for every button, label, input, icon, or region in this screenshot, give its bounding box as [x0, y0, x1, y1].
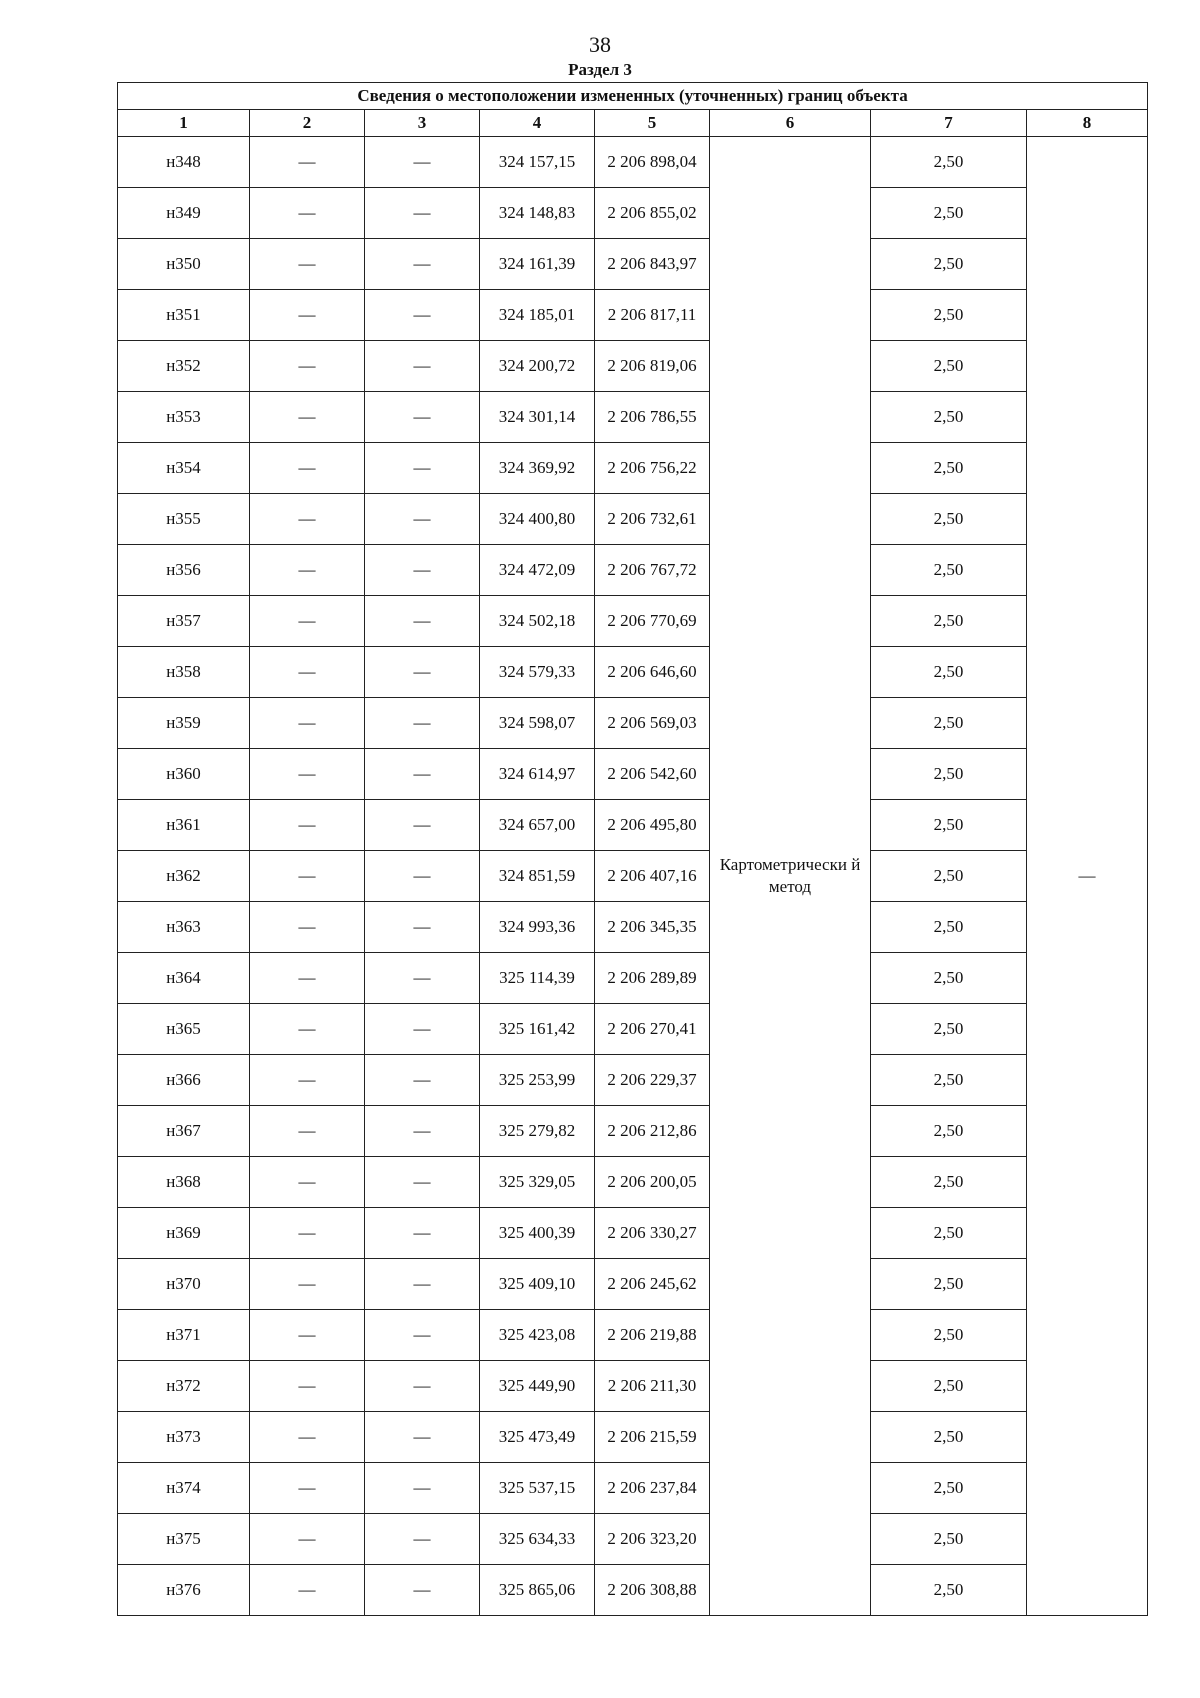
- column-number: 7: [871, 110, 1027, 137]
- column-2-cell: —: [250, 1055, 365, 1106]
- point-cell: н359: [118, 698, 250, 749]
- table-row: [118, 188, 1148, 239]
- column-3-cell: —: [365, 494, 480, 545]
- table-row: [118, 1463, 1148, 1514]
- column-3-cell: —: [365, 239, 480, 290]
- column-3-cell: —: [365, 749, 480, 800]
- column-3-cell: —: [365, 1565, 480, 1616]
- table-row: [118, 1514, 1148, 1565]
- table-row: [118, 1208, 1148, 1259]
- point-cell: н358: [118, 647, 250, 698]
- accuracy-cell: 2,50: [871, 137, 1027, 188]
- point-cell: н371: [118, 1310, 250, 1361]
- column-2-cell: —: [250, 698, 365, 749]
- x-coordinate-cell: 324 157,15: [480, 137, 595, 188]
- column-3-cell: —: [365, 1310, 480, 1361]
- column-3-cell: —: [365, 341, 480, 392]
- point-cell: н368: [118, 1157, 250, 1208]
- x-coordinate-cell: 325 161,42: [480, 1004, 595, 1055]
- table-row: [118, 1412, 1148, 1463]
- point-cell: н351: [118, 290, 250, 341]
- column-2-cell: —: [250, 647, 365, 698]
- column-number-row: [118, 110, 1148, 137]
- y-coordinate-cell: 2 206 237,84: [595, 1463, 710, 1514]
- x-coordinate-cell: 324 148,83: [480, 188, 595, 239]
- accuracy-cell: 2,50: [871, 392, 1027, 443]
- y-coordinate-cell: 2 206 542,60: [595, 749, 710, 800]
- column-number: 3: [365, 110, 480, 137]
- table-row: [118, 341, 1148, 392]
- column-2-cell: —: [250, 443, 365, 494]
- table-row: [118, 239, 1148, 290]
- column-8-cell: —: [1027, 137, 1148, 1616]
- x-coordinate-cell: 325 329,05: [480, 1157, 595, 1208]
- table-row: [118, 902, 1148, 953]
- table-row: [118, 1565, 1148, 1616]
- accuracy-cell: 2,50: [871, 698, 1027, 749]
- column-2-cell: —: [250, 1157, 365, 1208]
- accuracy-cell: 2,50: [871, 188, 1027, 239]
- x-coordinate-cell: 324 579,33: [480, 647, 595, 698]
- accuracy-cell: 2,50: [871, 341, 1027, 392]
- accuracy-cell: 2,50: [871, 1565, 1027, 1616]
- page-number: 38: [589, 32, 611, 57]
- x-coordinate-cell: 324 301,14: [480, 392, 595, 443]
- y-coordinate-cell: 2 206 330,27: [595, 1208, 710, 1259]
- method-cell: Картометрически й метод: [710, 137, 871, 1616]
- accuracy-cell: 2,50: [871, 1463, 1027, 1514]
- column-3-cell: —: [365, 800, 480, 851]
- y-coordinate-cell: 2 206 323,20: [595, 1514, 710, 1565]
- point-cell: н370: [118, 1259, 250, 1310]
- column-3-cell: —: [365, 647, 480, 698]
- point-cell: н355: [118, 494, 250, 545]
- point-cell: н352: [118, 341, 250, 392]
- column-2-cell: —: [250, 1565, 365, 1616]
- x-coordinate-cell: 325 253,99: [480, 1055, 595, 1106]
- accuracy-cell: 2,50: [871, 494, 1027, 545]
- column-2-cell: —: [250, 749, 365, 800]
- column-3-cell: —: [365, 851, 480, 902]
- x-coordinate-cell: 324 851,59: [480, 851, 595, 902]
- y-coordinate-cell: 2 206 270,41: [595, 1004, 710, 1055]
- column-3-cell: —: [365, 1055, 480, 1106]
- table-row: [118, 392, 1148, 443]
- x-coordinate-cell: 325 865,06: [480, 1565, 595, 1616]
- table-row: [118, 800, 1148, 851]
- column-number: 1: [118, 110, 250, 137]
- accuracy-cell: 2,50: [871, 1259, 1027, 1310]
- accuracy-cell: 2,50: [871, 290, 1027, 341]
- point-cell: н367: [118, 1106, 250, 1157]
- column-2-cell: —: [250, 1514, 365, 1565]
- column-2-cell: —: [250, 1208, 365, 1259]
- x-coordinate-cell: 324 472,09: [480, 545, 595, 596]
- column-2-cell: —: [250, 953, 365, 1004]
- y-coordinate-cell: 2 206 495,80: [595, 800, 710, 851]
- boundary-coordinates-table: [117, 82, 1148, 1616]
- column-2-cell: —: [250, 596, 365, 647]
- table-row: [118, 698, 1148, 749]
- point-cell: н350: [118, 239, 250, 290]
- column-2-cell: —: [250, 1310, 365, 1361]
- column-2-cell: —: [250, 545, 365, 596]
- column-3-cell: —: [365, 698, 480, 749]
- column-3-cell: —: [365, 953, 480, 1004]
- column-2-cell: —: [250, 392, 365, 443]
- x-coordinate-cell: 324 502,18: [480, 596, 595, 647]
- x-coordinate-cell: 324 185,01: [480, 290, 595, 341]
- y-coordinate-cell: 2 206 843,97: [595, 239, 710, 290]
- table-row: [118, 749, 1148, 800]
- point-cell: н365: [118, 1004, 250, 1055]
- accuracy-cell: 2,50: [871, 1412, 1027, 1463]
- x-coordinate-cell: 325 473,49: [480, 1412, 595, 1463]
- y-coordinate-cell: 2 206 212,86: [595, 1106, 710, 1157]
- table-row: [118, 494, 1148, 545]
- x-coordinate-cell: 325 279,82: [480, 1106, 595, 1157]
- x-coordinate-cell: 325 634,33: [480, 1514, 595, 1565]
- accuracy-cell: 2,50: [871, 851, 1027, 902]
- table-row: [118, 290, 1148, 341]
- column-2-cell: —: [250, 1106, 365, 1157]
- table-row: [118, 851, 1148, 902]
- point-cell: н375: [118, 1514, 250, 1565]
- column-3-cell: —: [365, 137, 480, 188]
- column-2-cell: —: [250, 290, 365, 341]
- point-cell: н372: [118, 1361, 250, 1412]
- y-coordinate-cell: 2 206 732,61: [595, 494, 710, 545]
- point-cell: н361: [118, 800, 250, 851]
- column-3-cell: —: [365, 1208, 480, 1259]
- column-2-cell: —: [250, 137, 365, 188]
- accuracy-cell: 2,50: [871, 1106, 1027, 1157]
- column-number: 2: [250, 110, 365, 137]
- accuracy-cell: 2,50: [871, 953, 1027, 1004]
- y-coordinate-cell: 2 206 786,55: [595, 392, 710, 443]
- x-coordinate-cell: 325 409,10: [480, 1259, 595, 1310]
- point-cell: н357: [118, 596, 250, 647]
- y-coordinate-cell: 2 206 211,30: [595, 1361, 710, 1412]
- point-cell: н376: [118, 1565, 250, 1616]
- table-caption: Сведения о местоположении измененных (уточненных) границ объекта: [118, 83, 1148, 110]
- column-2-cell: —: [250, 800, 365, 851]
- y-coordinate-cell: 2 206 646,60: [595, 647, 710, 698]
- table-row: [118, 1004, 1148, 1055]
- y-coordinate-cell: 2 206 245,62: [595, 1259, 710, 1310]
- column-3-cell: —: [365, 188, 480, 239]
- column-3-cell: —: [365, 443, 480, 494]
- accuracy-cell: 2,50: [871, 800, 1027, 851]
- column-3-cell: —: [365, 392, 480, 443]
- accuracy-cell: 2,50: [871, 1157, 1027, 1208]
- y-coordinate-cell: 2 206 898,04: [595, 137, 710, 188]
- y-coordinate-cell: 2 206 200,05: [595, 1157, 710, 1208]
- column-3-cell: —: [365, 545, 480, 596]
- column-2-cell: —: [250, 902, 365, 953]
- y-coordinate-cell: 2 206 219,88: [595, 1310, 710, 1361]
- table-row: [118, 545, 1148, 596]
- y-coordinate-cell: 2 206 855,02: [595, 188, 710, 239]
- accuracy-cell: 2,50: [871, 239, 1027, 290]
- column-3-cell: —: [365, 1106, 480, 1157]
- point-cell: н373: [118, 1412, 250, 1463]
- x-coordinate-cell: 324 614,97: [480, 749, 595, 800]
- column-2-cell: —: [250, 1259, 365, 1310]
- section-title: Раздел 3: [568, 60, 632, 79]
- table-row: [118, 1055, 1148, 1106]
- column-3-cell: —: [365, 1412, 480, 1463]
- point-cell: н374: [118, 1463, 250, 1514]
- accuracy-cell: 2,50: [871, 647, 1027, 698]
- column-3-cell: —: [365, 1514, 480, 1565]
- x-coordinate-cell: 324 598,07: [480, 698, 595, 749]
- point-cell: н366: [118, 1055, 250, 1106]
- table-row: [118, 137, 1148, 188]
- point-cell: н363: [118, 902, 250, 953]
- point-cell: н356: [118, 545, 250, 596]
- y-coordinate-cell: 2 206 756,22: [595, 443, 710, 494]
- column-3-cell: —: [365, 1463, 480, 1514]
- x-coordinate-cell: 325 423,08: [480, 1310, 595, 1361]
- accuracy-cell: 2,50: [871, 596, 1027, 647]
- column-number: 6: [710, 110, 871, 137]
- table-row: [118, 596, 1148, 647]
- column-2-cell: —: [250, 341, 365, 392]
- table-body: [118, 137, 1148, 1616]
- y-coordinate-cell: 2 206 819,06: [595, 341, 710, 392]
- y-coordinate-cell: 2 206 770,69: [595, 596, 710, 647]
- y-coordinate-cell: 2 206 569,03: [595, 698, 710, 749]
- y-coordinate-cell: 2 206 345,35: [595, 902, 710, 953]
- table-row: [118, 1310, 1148, 1361]
- table-row: [118, 1361, 1148, 1412]
- point-cell: н369: [118, 1208, 250, 1259]
- x-coordinate-cell: 324 369,92: [480, 443, 595, 494]
- x-coordinate-cell: 325 537,15: [480, 1463, 595, 1514]
- column-3-cell: —: [365, 902, 480, 953]
- column-3-cell: —: [365, 1157, 480, 1208]
- column-2-cell: —: [250, 1412, 365, 1463]
- y-coordinate-cell: 2 206 817,11: [595, 290, 710, 341]
- column-3-cell: —: [365, 1361, 480, 1412]
- table-row: [118, 1259, 1148, 1310]
- point-cell: н349: [118, 188, 250, 239]
- y-coordinate-cell: 2 206 289,89: [595, 953, 710, 1004]
- column-2-cell: —: [250, 239, 365, 290]
- column-3-cell: —: [365, 1004, 480, 1055]
- accuracy-cell: 2,50: [871, 749, 1027, 800]
- column-2-cell: —: [250, 851, 365, 902]
- column-3-cell: —: [365, 290, 480, 341]
- column-3-cell: —: [365, 1259, 480, 1310]
- accuracy-cell: 2,50: [871, 443, 1027, 494]
- column-number: 4: [480, 110, 595, 137]
- column-2-cell: —: [250, 1004, 365, 1055]
- column-2-cell: —: [250, 1463, 365, 1514]
- y-coordinate-cell: 2 206 767,72: [595, 545, 710, 596]
- table-row: [118, 953, 1148, 1004]
- table-row: [118, 1106, 1148, 1157]
- column-2-cell: —: [250, 494, 365, 545]
- column-number: 5: [595, 110, 710, 137]
- accuracy-cell: 2,50: [871, 1208, 1027, 1259]
- accuracy-cell: 2,50: [871, 1361, 1027, 1412]
- y-coordinate-cell: 2 206 308,88: [595, 1565, 710, 1616]
- x-coordinate-cell: 324 200,72: [480, 341, 595, 392]
- x-coordinate-cell: 324 657,00: [480, 800, 595, 851]
- accuracy-cell: 2,50: [871, 1310, 1027, 1361]
- table-row: [118, 1157, 1148, 1208]
- x-coordinate-cell: 324 993,36: [480, 902, 595, 953]
- accuracy-cell: 2,50: [871, 902, 1027, 953]
- x-coordinate-cell: 325 449,90: [480, 1361, 595, 1412]
- accuracy-cell: 2,50: [871, 1055, 1027, 1106]
- table-row: [118, 443, 1148, 494]
- column-2-cell: —: [250, 1361, 365, 1412]
- point-cell: н354: [118, 443, 250, 494]
- y-coordinate-cell: 2 206 215,59: [595, 1412, 710, 1463]
- table-row: [118, 647, 1148, 698]
- point-cell: н353: [118, 392, 250, 443]
- x-coordinate-cell: 325 114,39: [480, 953, 595, 1004]
- y-coordinate-cell: 2 206 407,16: [595, 851, 710, 902]
- column-3-cell: —: [365, 596, 480, 647]
- accuracy-cell: 2,50: [871, 545, 1027, 596]
- point-cell: н362: [118, 851, 250, 902]
- point-cell: н364: [118, 953, 250, 1004]
- point-cell: н348: [118, 137, 250, 188]
- x-coordinate-cell: 325 400,39: [480, 1208, 595, 1259]
- accuracy-cell: 2,50: [871, 1514, 1027, 1565]
- point-cell: н360: [118, 749, 250, 800]
- column-2-cell: —: [250, 188, 365, 239]
- column-number: 8: [1027, 110, 1148, 137]
- x-coordinate-cell: 324 400,80: [480, 494, 595, 545]
- accuracy-cell: 2,50: [871, 1004, 1027, 1055]
- y-coordinate-cell: 2 206 229,37: [595, 1055, 710, 1106]
- x-coordinate-cell: 324 161,39: [480, 239, 595, 290]
